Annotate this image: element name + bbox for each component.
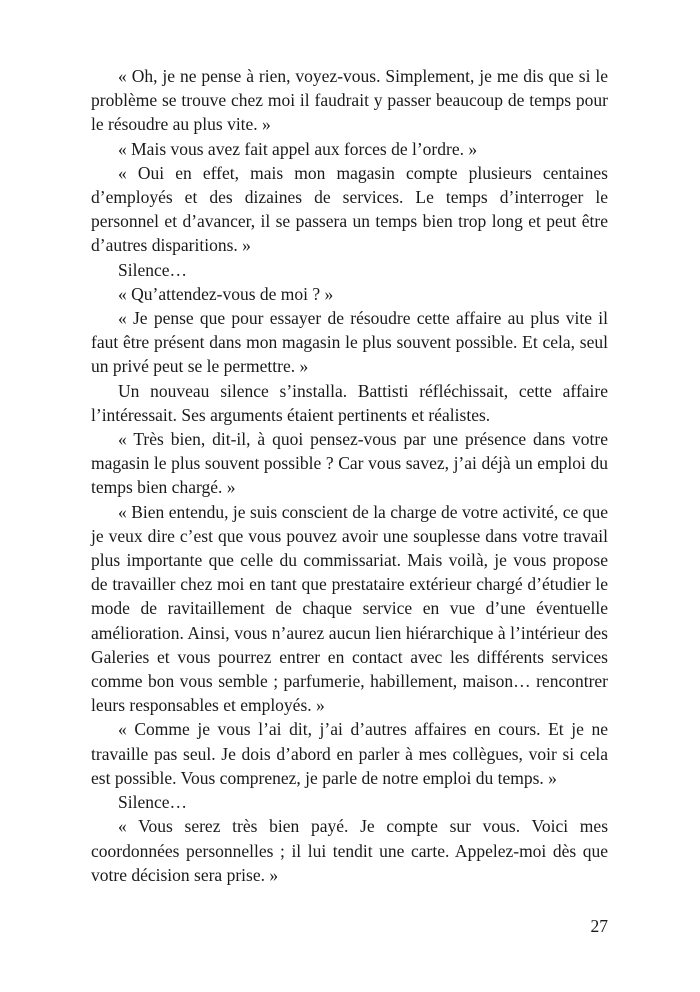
page-body [91, 64, 608, 887]
paragraph: Silence… [118, 792, 188, 813]
paragraph: « Comme je vous l’ai dit, j’ai d’autres affaires en cours. Et je ne travaille pas seul. Je dois d’abord en parler à mes collègues, voir si cela est possible. Vous comprenez, je parle de notre emploi du temps. » [91, 719, 608, 788]
paragraph: « Je pense que pour essayer de résoudre cette affaire au plus vite il faut être présent dans mon magasin le plus souvent possible. Et cela, seul un privé peut se le permettre. » [91, 308, 608, 377]
paragraph: « Qu’attendez-vous de moi ? » [118, 283, 334, 304]
paragraph: « Oh, je ne pense à rien, voyez-vous. Simplement, je me dis que si le problème se trouve chez moi il faudrait y passer beaucoup de temps pour le résoudre au plus vite. » [91, 66, 608, 135]
paragraph: « Mais vous avez fait appel aux forces de l’ordre. » [118, 138, 478, 159]
page-number: 27 [590, 916, 608, 936]
paragraph: « Très bien, dit-il, à quoi pensez-vous par une présence dans votre magasin le plus souvent possible ? Car vous savez, j’ai déjà un emploi du temps bien chargé. » [91, 429, 608, 498]
paragraph: Silence… [118, 259, 188, 280]
paragraph: « Bien entendu, je suis conscient de la charge de votre activité, ce que je veux dire c’est que vous pouvez avoir une souplesse dans votre travail plus importante que celle du commissariat. Mais voilà, je vous propose de travailler chez moi en tant que prestataire extérieur chargé d’étudier le mode de ravitaillement de chaque service en vue d’une éventuelle amélioration. Ainsi, vous n’aurez aucun lien hiérarchique à l’intérieur des Galeries et vous pourrez entrer en contact avec les différents services comme bon vous semble ; parfumerie, habillement, maison… rencontrer leurs responsables et employés. » [91, 501, 608, 716]
paragraph: « Oui en effet, mais mon magasin compte plusieurs centaines d’employés et des dizaines de services. Le temps d’interroger le personnel et d’avancer, il se passera un temps bien trop long et peut être d’autres disparitions. » [91, 162, 608, 256]
paragraph: Un nouveau silence s’installa. Battisti réfléchissait, cette affaire l’intéressait. Ses arguments étaient pertinents et réalistes. [91, 380, 608, 425]
paragraph: « Vous serez très bien payé. Je compte sur vous. Voici mes coordonnées personnelles ; il lui tendit une carte. Appelez-moi dès que votre décision sera prise. » [91, 816, 608, 885]
